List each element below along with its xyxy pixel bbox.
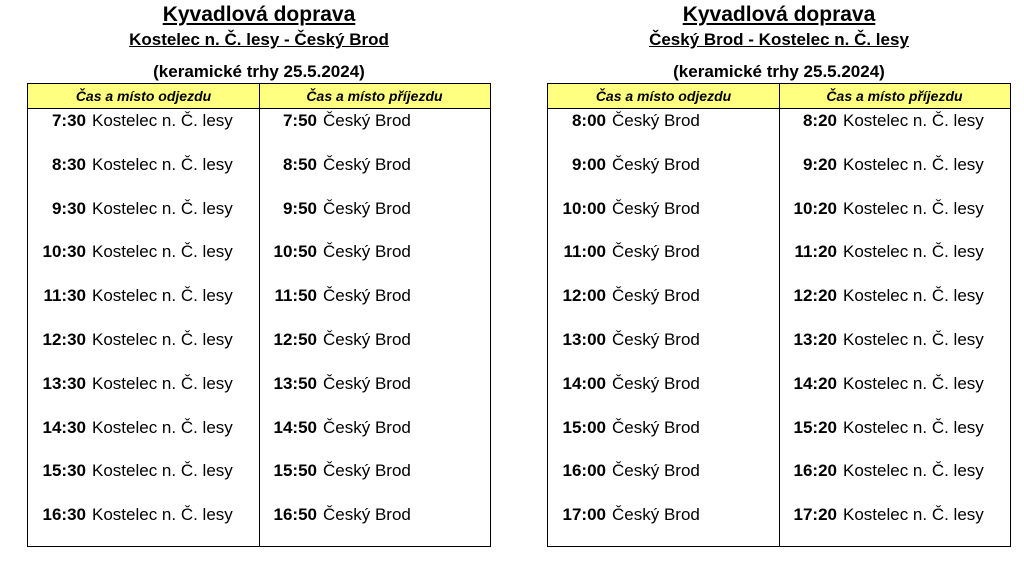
arrival-time: 10:20 [793, 198, 837, 218]
arrival-time: 16:50 [273, 505, 317, 525]
arrival-place: Kostelec n. Č. lesy [843, 198, 984, 218]
arrival-column-header: Čas a místo příjezdu [826, 88, 963, 104]
arrival-time: 14:50 [273, 417, 317, 437]
table-body [28, 109, 490, 547]
schedule-table [27, 83, 491, 547]
arrival-cell [259, 372, 490, 396]
departure-column-header: Čas a místo odjezdu [75, 88, 212, 104]
table-row [548, 109, 1010, 153]
departure-cell [548, 153, 779, 177]
departure-cell [548, 416, 779, 440]
table-row [28, 197, 490, 241]
table-row [28, 459, 490, 503]
arrival-time: 9:20 [802, 154, 837, 174]
table-row [548, 416, 1010, 460]
arrival-time: 15:50 [273, 461, 317, 481]
arrival-cell [259, 328, 490, 352]
table-row [548, 153, 1010, 197]
departure-place: Kostelec n. Č. lesy [92, 505, 233, 525]
departure-time: 8:30 [51, 154, 86, 174]
arrival-place: Kostelec n. Č. lesy [843, 505, 984, 525]
arrival-place: Kostelec n. Č. lesy [843, 461, 984, 481]
departure-time: 10:00 [562, 198, 606, 218]
departure-place: Český Brod [612, 329, 700, 349]
arrival-cell [779, 109, 1010, 133]
route-label: Český Brod - Kostelec n. Č. lesy [649, 30, 909, 49]
departure-time: 13:30 [42, 373, 86, 393]
timetable-brod-to-kostelec [547, 0, 1011, 547]
arrival-cell [779, 503, 1010, 527]
table-row [548, 503, 1010, 547]
departure-cell [548, 372, 779, 396]
table-row [28, 284, 490, 328]
departure-time: 13:00 [562, 329, 606, 349]
departure-place: Český Brod [612, 242, 700, 262]
arrival-cell [779, 197, 1010, 221]
departure-time: 9:30 [51, 198, 86, 218]
schedule-table [547, 83, 1011, 547]
departure-place: Kostelec n. Č. lesy [92, 329, 233, 349]
table-row [28, 372, 490, 416]
departure-time: 16:30 [42, 505, 86, 525]
table-row [28, 240, 490, 284]
departure-place: Český Brod [612, 373, 700, 393]
departure-place: Kostelec n. Č. lesy [92, 461, 233, 481]
departure-place: Kostelec n. Č. lesy [92, 417, 233, 437]
arrival-place: Kostelec n. Č. lesy [843, 286, 984, 306]
arrival-time: 9:50 [282, 198, 317, 218]
departure-time: 8:00 [571, 111, 606, 130]
table-row [28, 503, 490, 547]
departure-time: 7:30 [51, 111, 86, 130]
departure-cell [548, 284, 779, 308]
arrival-place: Český Brod [323, 242, 411, 262]
arrival-time: 10:50 [273, 242, 317, 262]
departure-time: 11:30 [43, 286, 86, 306]
arrival-time: 12:20 [793, 286, 837, 306]
table-row [28, 109, 490, 153]
departure-cell [548, 459, 779, 483]
departure-place: Kostelec n. Č. lesy [92, 286, 233, 306]
departure-place: Kostelec n. Č. lesy [92, 373, 233, 393]
arrival-place: Český Brod [323, 286, 411, 306]
table-row [548, 459, 1010, 503]
arrival-place: Český Brod [323, 461, 411, 481]
departure-cell [28, 328, 259, 352]
arrival-cell [259, 153, 490, 177]
arrival-time: 11:20 [794, 242, 837, 262]
departure-place: Kostelec n. Č. lesy [92, 242, 233, 262]
table-header [548, 84, 1010, 109]
arrival-time: 12:50 [273, 329, 317, 349]
table-row [28, 416, 490, 460]
departure-cell [28, 109, 259, 133]
table-row [548, 284, 1010, 328]
arrival-place: Český Brod [323, 373, 411, 393]
arrival-cell [779, 153, 1010, 177]
arrival-time: 15:20 [793, 417, 837, 437]
arrival-cell [779, 372, 1010, 396]
departure-cell [548, 240, 779, 264]
arrival-column-header: Čas a místo příjezdu [306, 88, 443, 104]
departure-time: 9:00 [571, 154, 606, 174]
departure-time: 11:00 [563, 242, 606, 262]
arrival-place: Český Brod [323, 505, 411, 525]
departure-time: 12:00 [562, 286, 606, 306]
event-label: (keramické trhy 25.5.2024) [673, 62, 885, 81]
departure-cell [548, 503, 779, 527]
departure-place: Český Brod [612, 461, 700, 481]
arrival-cell [779, 328, 1010, 352]
arrival-place: Kostelec n. Č. lesy [843, 417, 984, 437]
departure-cell [28, 197, 259, 221]
table-body [548, 109, 1010, 547]
arrival-place: Český Brod [323, 417, 411, 437]
departure-column-header: Čas a místo odjezdu [595, 88, 732, 104]
arrival-time: 7:50 [282, 111, 317, 130]
departure-time: 16:00 [562, 461, 606, 481]
arrival-cell [259, 284, 490, 308]
arrival-time: 8:20 [802, 111, 837, 130]
departure-cell [28, 153, 259, 177]
arrival-place: Kostelec n. Č. lesy [843, 329, 984, 349]
departure-cell [28, 416, 259, 440]
table-header [28, 84, 490, 109]
event-label: (keramické trhy 25.5.2024) [153, 62, 365, 81]
table-row [548, 372, 1010, 416]
departure-cell [548, 197, 779, 221]
table-row [28, 153, 490, 197]
arrival-cell [259, 459, 490, 483]
departure-time: 15:00 [562, 417, 606, 437]
timetable-title: Kyvadlová doprava [682, 3, 876, 26]
arrival-cell [779, 459, 1010, 483]
arrival-time: 14:20 [793, 373, 837, 393]
table-row [548, 197, 1010, 241]
arrival-place: Český Brod [323, 154, 411, 174]
arrival-time: 13:20 [793, 329, 837, 349]
departure-time: 10:30 [42, 242, 86, 262]
departure-time: 17:00 [562, 505, 606, 525]
arrival-time: 16:20 [793, 461, 837, 481]
arrival-place: Kostelec n. Č. lesy [843, 373, 984, 393]
departure-place: Kostelec n. Č. lesy [92, 198, 233, 218]
timetable-kostelec-to-brod [27, 0, 491, 547]
arrival-place: Český Brod [323, 198, 411, 218]
departure-place: Český Brod [612, 417, 700, 437]
departure-cell [28, 284, 259, 308]
arrival-cell [779, 284, 1010, 308]
departure-place: Český Brod [612, 505, 700, 525]
departure-place: Český Brod [612, 198, 700, 218]
arrival-cell [779, 240, 1010, 264]
arrival-place: Kostelec n. Č. lesy [843, 154, 984, 174]
departure-cell [28, 372, 259, 396]
arrival-time: 8:50 [282, 154, 317, 174]
departure-time: 15:30 [42, 461, 86, 481]
arrival-time: 17:20 [793, 505, 837, 525]
departure-cell [28, 503, 259, 527]
departure-place: Český Brod [612, 286, 700, 306]
departure-cell [28, 240, 259, 264]
departure-place: Kostelec n. Č. lesy [92, 154, 233, 174]
departure-time: 14:30 [42, 417, 86, 437]
arrival-place: Český Brod [323, 111, 411, 130]
arrival-cell [259, 240, 490, 264]
arrival-cell [259, 503, 490, 527]
arrival-place: Kostelec n. Č. lesy [843, 242, 984, 262]
arrival-cell [779, 416, 1010, 440]
departure-cell [28, 459, 259, 483]
departure-time: 12:30 [42, 329, 86, 349]
departure-cell [548, 109, 779, 133]
table-row [548, 240, 1010, 284]
departure-place: Český Brod [612, 154, 700, 174]
arrival-time: 11:50 [274, 286, 317, 306]
route-label: Kostelec n. Č. lesy - Český Brod [129, 30, 389, 49]
departure-place: Kostelec n. Č. lesy [92, 111, 233, 130]
departure-time: 14:00 [562, 373, 606, 393]
timetable-title: Kyvadlová doprava [162, 3, 356, 26]
arrival-cell [259, 109, 490, 133]
table-row [28, 328, 490, 372]
arrival-time: 13:50 [273, 373, 317, 393]
arrival-place: Český Brod [323, 329, 411, 349]
departure-place: Český Brod [612, 111, 700, 130]
table-row [548, 328, 1010, 372]
arrival-place: Kostelec n. Č. lesy [843, 111, 984, 130]
arrival-cell [259, 416, 490, 440]
departure-cell [548, 328, 779, 352]
arrival-cell [259, 197, 490, 221]
